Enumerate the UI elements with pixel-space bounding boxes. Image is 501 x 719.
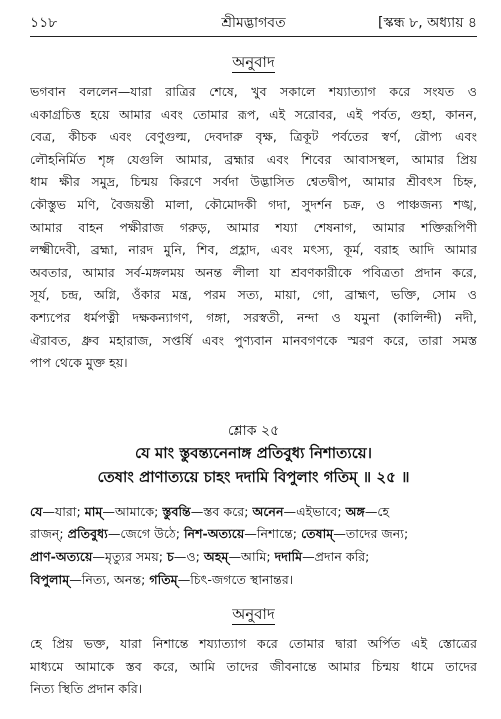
sanskrit-word: গতিম্ <box>149 571 178 587</box>
page-number: ১১৮ <box>30 15 58 31</box>
translation-1-line: ঐরাবত, ধ্রুব মহারাজ, সপ্তর্ষি এবং পুণ্যবান মানবগণকে স্মরণ করে, তারা সমস্ত <box>30 332 477 348</box>
translation-heading-1 <box>30 51 477 73</box>
verse-line-2: তেষাং প্রাণাত্যয়ে চাহং দদামি বিপুলাং গতিম্ ॥ ২৫ ॥ <box>97 467 410 486</box>
word-meaning: —স্তব করে; <box>190 503 253 519</box>
synonyms-line <box>30 569 477 592</box>
word-meaning: —তাদের জন্য; <box>333 526 409 542</box>
chapter-location: [স্কন্ধ ৮, অধ্যায় ৪ <box>378 15 477 31</box>
word-meaning: —মৃত্যুর সময়; <box>92 548 167 564</box>
sanskrit-word: মাম্ <box>84 503 103 519</box>
sanskrit-word: তেষাম্ <box>301 526 334 542</box>
translation-heading-2-text: অনুবাদ <box>232 605 275 624</box>
translation-1-line: কৌস্তুভ মণি, বৈজয়ন্তী মালা, কৌমোদকী গদা, সুদর্শন চক্র, ও পাঞ্চজন্য শঙ্খ, <box>30 196 477 212</box>
synonyms-line <box>30 523 477 546</box>
synonyms-paragraph <box>30 501 477 591</box>
word-meaning: —চিৎ-জগতে স্থানান্তর। <box>177 571 294 587</box>
word-meaning: —নিত্য, অনন্ত; <box>69 571 150 587</box>
sanskrit-word: অনেন <box>252 503 284 519</box>
translation-1-line: ভগবান বললেন—যারা রাত্রির শেষে, খুব সকালে শয্যাত্যাগ করে সংযত ও <box>30 84 477 99</box>
translation-paragraph-2 <box>30 633 477 701</box>
word-meaning: —নিশান্তে; <box>244 526 302 542</box>
word-meaning: —যারা; <box>42 503 85 519</box>
translation-paragraph-1 <box>30 81 477 375</box>
page-header <box>30 10 477 36</box>
word-meaning: —ও; <box>173 548 204 564</box>
sanskrit-word: প্রাণ-অত্যয়ে <box>30 548 93 564</box>
verse-block <box>30 421 477 489</box>
sanskrit-word: চ <box>167 548 174 564</box>
translation-1-line: কশ্যপের ধর্মপত্নী দক্ষকন্যাগণ, গঙ্গা, সরস্বতী, নন্দা ও যমুনা (কালিন্দী) নদী, <box>30 309 477 325</box>
sanskrit-word: অঙ্গ <box>345 503 365 519</box>
word-meaning: —প্রদান করি; <box>302 548 370 564</box>
translation-1-line: একাগ্রচিত্ত হয়ে আমার এবং তোমার রূপ, এই সরোবর, এই পর্বত, গুহা, কানন, <box>30 106 477 122</box>
translation-1-line: পাপ থেকে মুক্ত হয়। <box>30 355 128 371</box>
sanskrit-word: বিপুলাম্ <box>30 571 70 587</box>
word-meaning: রাজন্; <box>30 526 68 542</box>
translation-2-line: নিত্য স্থিতি প্রদান করি। <box>30 681 143 697</box>
translation-1-line: বেত্র, কীচক এবং বেণুগুল্ম, দেবদারু বৃক্ষ, ত্রিকূট পর্বতের স্বর্ণ, রৌপ্য এবং <box>30 129 477 145</box>
sanskrit-word: যে <box>30 503 43 519</box>
translation-2-line: হে প্রিয় ভক্ত, যারা নিশান্তে শয্যাত্যাগ করে তোমার দ্বারা অর্পিত এই স্তোত্রের <box>30 636 477 652</box>
sanskrit-word: নিশ-অত্যয়ে <box>183 526 245 542</box>
word-meaning: —হে <box>364 503 390 519</box>
word-meaning: —আমি; <box>228 548 275 564</box>
translation-1-line: অবতার, আমার সর্ব-মঙ্গলময় অনন্ত লীলা যা শ্রবণকারীকে পবিত্রতা প্রদান করে, <box>30 264 477 280</box>
translation-heading-1-text: অনুবাদ <box>232 53 275 71</box>
word-meaning: —এইভাবে; <box>283 503 346 519</box>
translation-1-line: লক্ষ্মীদেবী, ব্রহ্মা, নারদ মুনি, শিব, প্রহ্লাদ, এবং মৎস্য, কূর্ম, বরাহ আদি আমার <box>30 242 477 258</box>
translation-1-line: আমার বাহন পক্ষীরাজ গরুড়, আমার শয্যা শেষনাগ, আমার শক্তিরূপিণী <box>30 219 477 235</box>
sanskrit-word: অহম্ <box>203 548 229 564</box>
synonyms-line <box>30 501 477 524</box>
word-meaning: —জেগে উঠে; <box>107 526 184 542</box>
word-meaning: —আমাকে; <box>102 503 163 519</box>
translation-heading-2 <box>30 603 477 625</box>
header-rule <box>30 36 477 37</box>
sanskrit-word: দদামি <box>274 548 303 564</box>
translation-1-line: সূর্য, চন্দ্র, অগ্নি, ওঁকার মন্ত্র, পরম সত্য, মায়া, গো, ব্রাহ্মণ, ভক্তি, সোম ও <box>30 287 477 303</box>
synonyms-line <box>30 546 477 569</box>
translation-2-line: মাধ্যমে আমাকে স্তব করে, আমি তাদের জীবনান্তে আমার চিন্ময় ধামে তাদের <box>30 658 477 674</box>
translation-1-line: ধাম ক্ষীর সমুদ্র, চিন্ময় কিরণে সর্বদা উদ্ভাসিত শ্বেতদ্বীপ, আমার শ্রীবৎস চিহ্ন, <box>30 174 477 190</box>
verse-title: শ্লোক ২৫ <box>227 422 280 439</box>
sanskrit-word: প্রতিবুধ্য <box>67 526 108 542</box>
sanskrit-word: স্তুবন্তি <box>162 503 191 519</box>
translation-1-line: লৌহনির্মিত শৃঙ্গ যেগুলি আমার, ব্রহ্মার এবং শিবের আবাসস্থল, আমার প্রিয় <box>30 151 477 167</box>
verse-line-1: যে মাং স্তুবন্ত্যনেনাঙ্গ প্রতিবুধ্য নিশাত্যয়ে। <box>135 443 372 462</box>
book-title: শ্রীমদ্ভাগবত <box>221 15 286 31</box>
